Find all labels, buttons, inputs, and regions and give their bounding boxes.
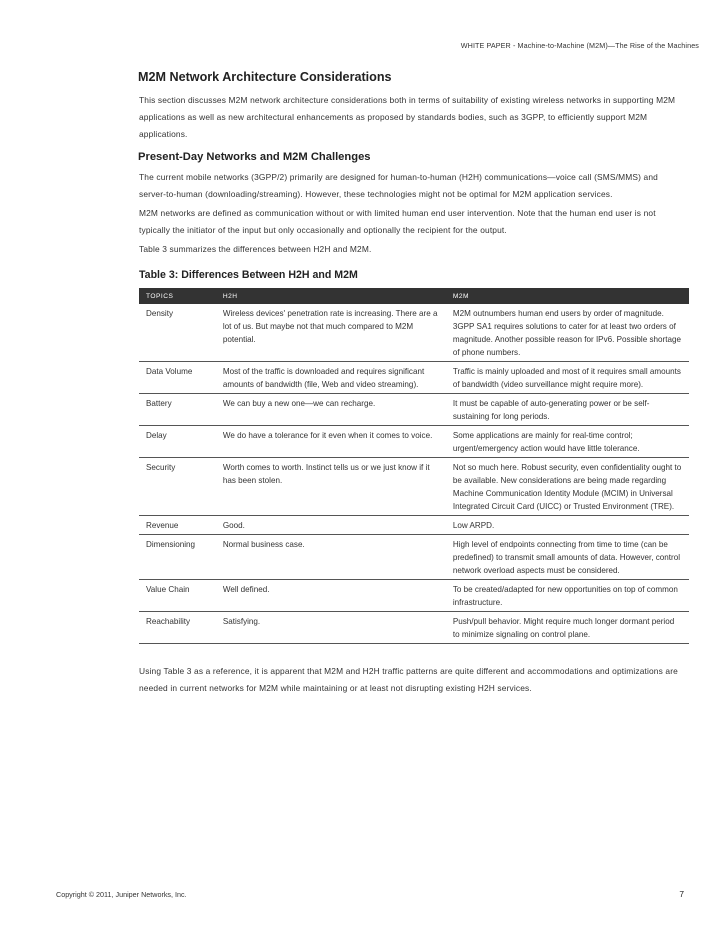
m2m-cell: To be created/adapted for new opportunities on top of common infrastructure. [446,580,689,612]
table-row [139,304,689,362]
h2h-cell: Worth comes to worth. Instinct tells us or we just know if it has been stolen. [216,458,446,516]
h2h-cell: Good. [216,516,446,535]
table-title: Table 3: Differences Between H2H and M2M [139,269,358,281]
column-header-topics: TOPICS [139,288,216,304]
section-title: M2M Network Architecture Considerations [138,70,392,84]
main-content [139,70,687,699]
m2m-cell: M2M outnumbers human end users by order of magnitude. 3GPP SA1 requires solutions to cater for at least two orders of magnitude. Another possible reason for IPv6. Possible shortage of phone numbers. [446,304,689,362]
m2m-cell: Push/pull behavior. Might require much longer dormant period to minimize signaling on control plane. [446,612,689,644]
m2m-cell: Traffic is mainly uploaded and most of it requires small amounts of bandwidth (video surveillance might require more). [446,362,689,394]
h2h-cell: Well defined. [216,580,446,612]
table-row [139,394,689,426]
column-header-m2m: M2M [446,288,689,304]
column-header-h2h: H2H [216,288,446,304]
table-row [139,426,689,458]
subsection-title: Present-Day Networks and M2M Challenges [138,151,371,163]
m2m-cell: It must be capable of auto-generating power or be self-sustaining for long periods. [446,394,689,426]
topic-cell: Data Volume [139,362,216,394]
h2h-cell: Most of the traffic is downloaded and requires significant amounts of bandwidth (file, Web and video streaming). [216,362,446,394]
topic-cell: Density [139,304,216,362]
table-row [139,580,689,612]
h2h-cell: We can buy a new one—we can recharge. [216,394,446,426]
table-header-row [139,288,689,304]
comparison-table [139,288,689,644]
topic-cell: Value Chain [139,580,216,612]
footer-copyright: Copyright © 2011, Juniper Networks, Inc. [56,890,187,899]
h2h-cell: Wireless devices' penetration rate is increasing. There are a lot of us. But maybe not that much compared to M2M potential. [216,304,446,362]
paragraph: The current mobile networks (3GPP/2) primarily are designed for human-to-human (H2H) communications—voice call (SMS/MMS) and server-to-human (downloading/streaming). However, these technologies might not be optimal for M2M application services. [139,172,658,199]
page-header: WHITE PAPER - Machine-to-Machine (M2M)—The Rise of the Machines [460,41,699,50]
h2h-cell: Satisfying. [216,612,446,644]
paragraph: M2M networks are defined as communication without or with limited human end user intervention. Note that the human end user is not typically the initiator of the input but only occasionally and optionally the recipient for the output. [139,208,656,235]
table-row [139,458,689,516]
m2m-cell: Some applications are mainly for real-time control; urgent/emergency action would have little tolerance. [446,426,689,458]
topic-cell: Dimensioning [139,535,216,580]
h2h-cell: We do have a tolerance for it even when it comes to voice. [216,426,446,458]
table-row [139,535,689,580]
section-intro: This section discusses M2M network architecture considerations both in terms of suitability of existing wireless networks in supporting M2M applications as well as new architectural enhancements as proposed by standards bodies, such as 3GPP, to efficiently support M2M applications. [139,95,676,139]
topic-cell: Revenue [139,516,216,535]
m2m-cell: Low ARPD. [446,516,689,535]
m2m-cell: Not so much here. Robust security, even confidentiality ought to be available. New considerations are being made regarding Machine Communication Identity Module (MCIM) in Universal Integrated Circuit Card (UICC) or Trusted Environment (TRE). [446,458,689,516]
topic-cell: Delay [139,426,216,458]
h2h-cell: Normal business case. [216,535,446,580]
topic-cell: Reachability [139,612,216,644]
topic-cell: Security [139,458,216,516]
paragraph: Table 3 summarizes the differences between H2H and M2M. [139,244,372,254]
table-row [139,362,689,394]
table-row [139,612,689,644]
m2m-cell: High level of endpoints connecting from time to time (can be predefined) to transmit small amounts of data. However, control network overload aspects must be considered. [446,535,689,580]
topic-cell: Battery [139,394,216,426]
closing-paragraph: Using Table 3 as a reference, it is apparent that M2M and H2H traffic patterns are quite different and accommodations and optimizations are needed in current networks for M2M while maintaining or at least not disrupting existing H2H services. [139,666,678,693]
page-number: 7 [679,889,684,899]
table-row [139,516,689,535]
